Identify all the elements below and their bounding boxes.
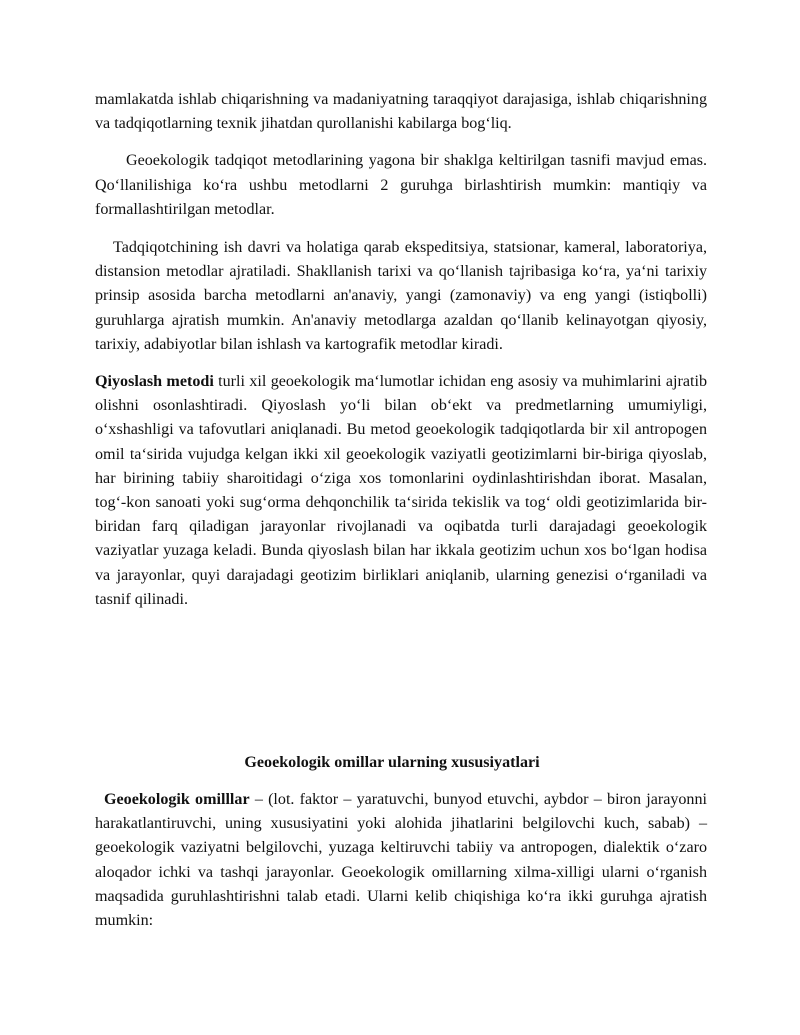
paragraph-factors <box>95 788 707 933</box>
section-heading <box>95 751 707 775</box>
comparison-method-text: turli xil geoekologik ma‘lumotlar ichidan eng asosiy va muhimlarini ajratib olishni osonlashtiradi. Qiyoslash yo‘li bilan ob‘ekt va predmetlarning umumiyligi, o‘xshashligi va tafovutlari aniqlanadi. Bu metod geoekologik tadqiqotlarda bir xil antropogen omil ta‘sirida vujudga kelgan ikki xil geoekologik vaziyatli geotizimlarni bir-biriga qiyoslab, har birining tabiiy sharoitidagi o‘ziga xos tomonlarini oydinlashtirishdan iborat. Masalan, tog‘-kon sanoati yoki sug‘orma dehqonchilik ta‘sirida tekislik va tog‘ oldi geotizimlarida bir-biridan farq qiladigan jarayonlar rivojlanadi va oqibatda turli darajadagi geoekologik vaziyatlar yuzaga keladi. Bunda qiyoslash bilan har ikkala geotizim uchun xos bo‘lgan hodisa va jarayonlar, quyi darajadagi geotizim birliklari aniqlanib, ularning genezisi o‘rganiladi va tasnif qilinadi. <box>95 373 707 608</box>
paragraph-method-types: Tadqiqotchining ish davri va holatiga qarab ekspeditsiya, statsionar, kameral, laboratoriya, distansion metodlar ajratiladi. Shakllanish tarixi va qo‘llanish tajribasiga ko‘ra, ya‘ni tarixiy prinsip asosida barcha metodlarni an'anaviy, yangi (zamonaviy) va eng yangi (istiqbolli) guruhlarga ajratish mumkin. An'anaviy metodlarga azaldan qo‘llanib kelinayotgan qiyosiy, tarixiy, adabiyotlar bilan ishlash va kartografik metodlar kiradi. <box>95 239 707 353</box>
paragraph-intro: mamlakatda ishlab chiqarishning va madaniyatning taraqqiyot darajasiga, ishlab chiqarishning va tadqiqotlarning texnik jihatdan qurollanishi kabilarga bog‘liq. <box>95 91 707 133</box>
paragraph-classification: Geoekologik tadqiqot metodlarining yagona bir shaklga keltirilgan tasnifi mavjud emas. Qo‘llanilishiga ko‘ra ushbu metodlarni 2 guruhga birlashtirish mumkin: mantiqiy va formallashtirilgan metodlar. <box>95 152 707 218</box>
term-comparison-method: Qiyoslash metodi <box>95 373 214 391</box>
document-page <box>95 88 707 930</box>
term-geoecological-factors: Geoekologik omilllar <box>104 791 250 808</box>
section-heading-text: Geoekologik omillar ularning xususiyatlari <box>244 754 540 771</box>
paragraph-comparison-method <box>95 370 707 612</box>
factors-text: – (lot. faktor – yaratuvchi, bunyod etuvchi, aybdor – biron jarayonni harakatlantiruvchi, uning xususiyatini yoki alohida jihatlarini belgilovchi kuch, sabab) – geoekologik vaziyatni belgilovchi, yuzaga keltiruvchi tabiiy va antropogen, dialektik o‘zaro aloqador ichki va tashqi jarayonlar. Geoekologik omillarning xilma-xilligi ularni o‘rganish maqsadida guruhlashtirishni talab etadi. Ularni kelib chiqishiga ko‘ra ikki guruhga ajratish mumkin: <box>95 791 707 930</box>
